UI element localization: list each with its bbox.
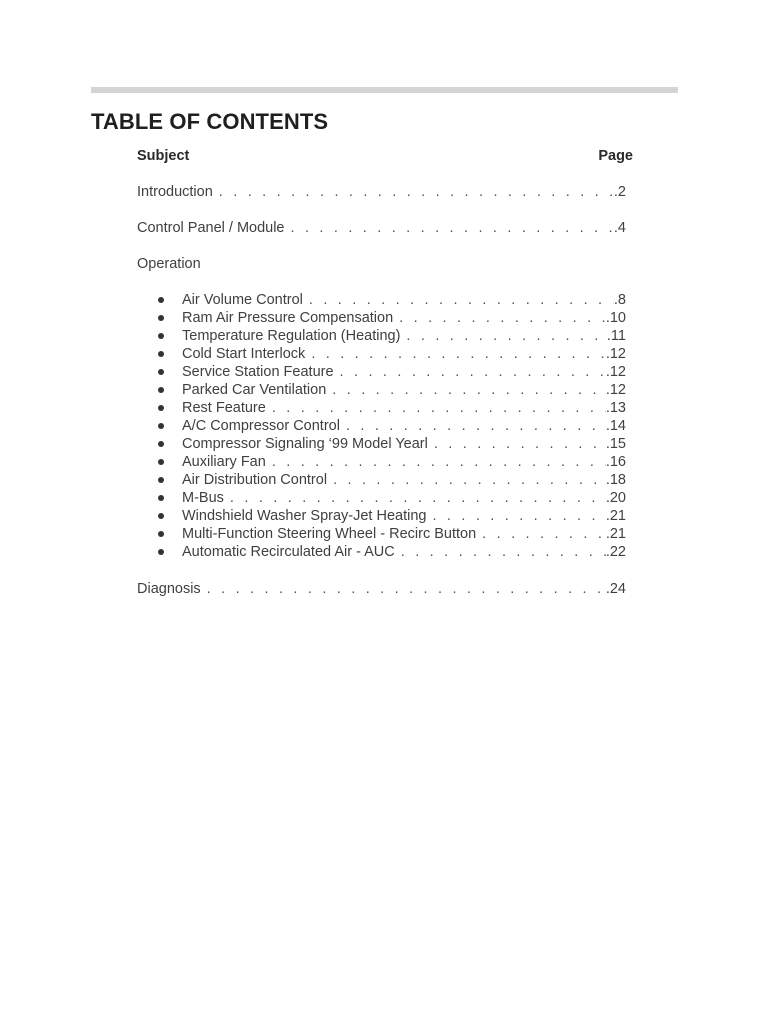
toc-subentry[interactable]: [182, 435, 626, 453]
bullet-icon: [158, 531, 164, 537]
toc-subentry[interactable]: [182, 327, 626, 345]
toc-subentry[interactable]: [182, 471, 626, 489]
dot-leader: [309, 291, 614, 309]
toc-subentry-label: Multi-Function Steering Wheel - Recirc Button: [182, 526, 477, 542]
toc-subentry-page: .22: [605, 544, 626, 560]
dot-leader: [230, 489, 606, 507]
page-column-header: Page: [598, 148, 633, 164]
toc-subentry-page: .18: [605, 472, 626, 488]
toc-subentry-label: Windshield Washer Spray-Jet Heating: [182, 508, 427, 524]
dot-leader: [399, 309, 606, 327]
dot-leader: [434, 435, 606, 453]
toc-subentry[interactable]: [182, 489, 626, 507]
toc-subentry-page: .10: [605, 310, 626, 326]
dot-leader: [406, 327, 606, 345]
dot-leader: [219, 183, 614, 201]
bullet-icon: [158, 405, 164, 411]
toc-subentry-label: Parked Car Ventilation: [182, 382, 327, 398]
toc-subentry-label: Service Station Feature: [182, 364, 334, 380]
toc-subentry-page: .20: [605, 490, 626, 506]
toc-entry-page: .2: [613, 184, 626, 200]
toc-subentry-page: .16: [605, 454, 626, 470]
toc-subentry-label: Automatic Recirculated Air - AUC: [182, 544, 395, 560]
toc-subentry-page: .14: [605, 418, 626, 434]
toc-subentry-label: Compressor Signaling ‘99 Model Yearl: [182, 436, 428, 452]
toc-subentry-page: .12: [605, 346, 626, 362]
toc-subentry-label: M-Bus: [182, 490, 224, 506]
bullet-icon: [158, 369, 164, 375]
operation-section-label: Operation: [137, 256, 201, 272]
bullet-icon: [158, 513, 164, 519]
toc-subentry-label: Temperature Regulation (Heating): [182, 328, 401, 344]
toc-subentry-label: A/C Compressor Control: [182, 418, 340, 434]
toc-subentry[interactable]: [182, 453, 626, 471]
toc-subentry[interactable]: [182, 417, 626, 435]
dot-leader: [401, 543, 606, 561]
dot-leader: [482, 525, 606, 543]
toc-subentry-label: Cold Start Interlock: [182, 346, 306, 362]
toc-entry-page: .4: [613, 220, 626, 236]
toc-entry-control-panel[interactable]: [137, 219, 626, 237]
bullet-icon: [158, 387, 164, 393]
dot-leader: [272, 399, 606, 417]
toc-subentry-page: .13: [605, 400, 626, 416]
subject-column-header: Subject: [137, 148, 190, 164]
toc-subentry[interactable]: [182, 309, 626, 327]
toc-entry-label: Diagnosis: [137, 581, 201, 597]
bullet-icon: [158, 477, 164, 483]
toc-subentry-page: .15: [605, 436, 626, 452]
dot-leader: [311, 345, 606, 363]
bullet-icon: [158, 423, 164, 429]
toc-entry-label: Introduction: [137, 184, 213, 200]
dot-leader: [432, 507, 605, 525]
dot-leader: [272, 453, 606, 471]
dot-leader: [207, 580, 606, 598]
toc-subentry[interactable]: [182, 525, 626, 543]
toc-subentry-label: Air Distribution Control: [182, 472, 328, 488]
page-title: TABLE OF CONTENTS: [91, 109, 329, 134]
toc-subentry-page: .12: [605, 382, 626, 398]
toc-subentry-page: .12: [605, 364, 626, 380]
dot-leader: [333, 471, 606, 489]
toc-subentry[interactable]: [182, 381, 626, 399]
bullet-icon: [158, 333, 164, 339]
toc-subentry[interactable]: [182, 291, 626, 309]
toc-subentry-label: Auxiliary Fan: [182, 454, 266, 470]
toc-subentry-page: .11: [606, 328, 626, 344]
toc-subentry[interactable]: [182, 345, 626, 363]
bullet-icon: [158, 459, 164, 465]
toc-subentry[interactable]: [182, 399, 626, 417]
toc-subentry-page: .21: [605, 508, 626, 524]
top-divider: [91, 87, 678, 93]
bullet-icon: [158, 441, 164, 447]
toc-subentry-page: .8: [613, 292, 626, 308]
toc-subentry[interactable]: [182, 507, 626, 525]
toc-subentry[interactable]: [182, 543, 626, 561]
toc-subentry-label: Air Volume Control: [182, 292, 303, 308]
toc-subentry-label: Ram Air Pressure Compensation: [182, 310, 394, 326]
bullet-icon: [158, 549, 164, 555]
toc-subentry-page: .21: [605, 526, 626, 542]
toc-entry-label: Control Panel / Module: [137, 220, 285, 236]
bullet-icon: [158, 297, 164, 303]
toc-subentry[interactable]: [182, 363, 626, 381]
bullet-icon: [158, 315, 164, 321]
toc-entry-diagnosis[interactable]: [137, 580, 626, 598]
toc-subentry-label: Rest Feature: [182, 400, 266, 416]
toc-entry-page: .24: [605, 581, 626, 597]
bullet-icon: [158, 351, 164, 357]
bullet-icon: [158, 495, 164, 501]
dot-leader: [291, 219, 614, 237]
dot-leader: [346, 417, 606, 435]
dot-leader: [332, 381, 606, 399]
toc-entry-introduction[interactable]: [137, 183, 626, 201]
dot-leader: [340, 363, 606, 381]
